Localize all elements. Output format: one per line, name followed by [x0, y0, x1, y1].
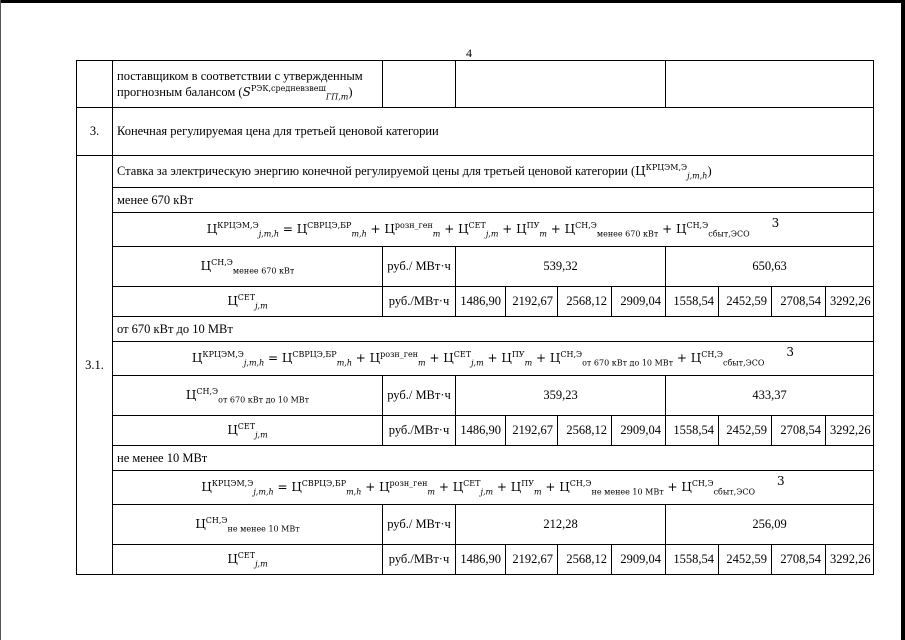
formula-operator: + — [532, 351, 550, 365]
empty-cell — [666, 61, 874, 108]
final-price-symbol: $Ц^{КРЦЭМ,Э}_{j,m,h}$ — [635, 163, 708, 181]
formula-term: $Ц^{ПУ}_m$ — [516, 221, 547, 239]
set-rate-value: 3292,26 — [826, 416, 874, 446]
set-rate-value: 2452,59 — [719, 545, 772, 575]
formula-operator: + — [425, 351, 444, 365]
formula-operator: + — [663, 480, 682, 494]
formula-term: $Ц^{СВРЦЭ,БР}_{m,h}$ — [291, 479, 362, 497]
continuation-text: поставщиком в соответствии с утвержденным прогнозным балансом $(S^{РЭК,средневзвеш}_{ГП,m})$ — [113, 61, 383, 108]
formula-operator: + — [483, 351, 502, 365]
set-rate-value: 1558,54 — [666, 416, 719, 446]
formula-term: $Ц^{СВРЦЭ,БР}_{m,h}$ — [281, 350, 352, 368]
set-rate-value: 2708,54 — [772, 287, 826, 317]
formula-term: $Ц^{СН,Э}_{менее 670 кВт}$ — [564, 221, 659, 239]
formula-term: $Ц^{СН,Э}_{от 670 кВт до 10 МВт}$ — [549, 350, 674, 368]
set-rate-value: 1558,54 — [666, 545, 719, 575]
formula-cell — [113, 471, 874, 505]
sn-rate-symbol — [113, 247, 383, 287]
sn-rate-unit: руб./ МВт·ч — [383, 505, 456, 545]
group-header: не менее 10 МВт — [113, 446, 874, 471]
formula-term: $Ц^{КРЦЭМ,Э}_{j,m,h}$ — [191, 350, 265, 368]
sn-rate-value-2: 256,09 — [666, 505, 874, 545]
group-header: менее 670 кВт — [113, 188, 874, 213]
formula-operator: = — [264, 351, 282, 365]
sn-rate-row — [77, 247, 874, 287]
set-rate-row — [77, 416, 874, 446]
formula-term: $Ц^{розн\_ген}_m$ — [369, 350, 426, 368]
formula-term: $Ц^{розн\_ген}_m$ — [379, 479, 436, 497]
set-rate-value: 2192,67 — [506, 416, 558, 446]
formula-operator: + — [673, 351, 691, 365]
formula-operator: = — [279, 222, 297, 236]
set-rate-value: 3292,26 — [826, 545, 874, 575]
sn-rate-unit: руб./ МВт·ч — [383, 376, 456, 416]
continuation-row — [77, 61, 874, 108]
set-rate-value: 2909,04 — [612, 545, 666, 575]
set-rate-symbol — [113, 416, 383, 446]
sn-rate-symbol — [113, 505, 383, 545]
formula-term: $Ц^{СН,Э}_{не менее 10 МВт}$ — [559, 479, 664, 497]
group-header-row — [77, 317, 874, 342]
formula-row — [77, 213, 874, 247]
balance-symbol: $S^{РЭК,средневзвеш}_{ГП,m}$ — [242, 84, 349, 102]
sn-rate-symbol — [113, 376, 383, 416]
sn-rate-row — [77, 376, 874, 416]
empty-cell — [456, 61, 666, 108]
price-formula — [206, 216, 780, 239]
formula-cell — [113, 213, 874, 247]
formula-term: $Ц^{розн\_ген}_m$ — [384, 221, 441, 239]
formula-cell — [113, 342, 874, 376]
formula-term: $Ц^{СН,Э}_{менее 670 кВт}$ — [200, 258, 295, 276]
set-rate-row — [77, 545, 874, 575]
page-frame-right — [901, 0, 905, 640]
set-rate-value: 1486,90 — [456, 416, 506, 446]
tariff-table — [76, 60, 874, 575]
formula-row — [77, 342, 874, 376]
empty-cell — [383, 61, 456, 108]
set-rate-value: 3292,26 — [826, 287, 874, 317]
set-rate-value: 1486,90 — [456, 287, 506, 317]
formula-marker: 3 — [771, 216, 780, 230]
formula-term: $Ц^{СЕТ}_{j,m}$ — [227, 293, 268, 311]
section-3-row — [77, 108, 874, 156]
set-rate-value: 2568,12 — [558, 545, 612, 575]
set-rate-value: 2909,04 — [612, 416, 666, 446]
sn-rate-value-1: 212,28 — [456, 505, 666, 545]
sn-rate-row — [77, 505, 874, 545]
set-rate-row — [77, 287, 874, 317]
formula-term: $Ц^{СЕТ}_{j,m}$ — [227, 422, 268, 440]
formula-term: $Ц^{СЕТ}_{j,m}$ — [227, 551, 268, 569]
price-formula — [191, 345, 795, 368]
formula-operator: + — [366, 222, 385, 236]
formula-marker: 3 — [777, 474, 785, 488]
formula-operator: + — [546, 222, 565, 236]
sn-rate-value-1: 539,32 — [456, 247, 666, 287]
formula-operator: + — [440, 222, 459, 236]
formula-term: $Ц^{СЕТ}_{j,m}$ — [458, 221, 499, 239]
set-rate-value: 2568,12 — [558, 416, 612, 446]
formula-term: $Ц^{СН,Э}_{сбыт,ЭСО}$ — [675, 221, 750, 239]
formula-term: $Ц^{ПУ}_m$ — [510, 479, 542, 497]
group-header: от 670 кВт до 10 МВт — [113, 317, 874, 342]
formula-operator: + — [361, 480, 380, 494]
set-rate-value: 2568,12 — [558, 287, 612, 317]
sn-rate-value-1: 359,23 — [456, 376, 666, 416]
section-3-title: Конечная регулируемая цена для третьей ценовой категории — [113, 108, 874, 156]
group-header-row — [77, 188, 874, 213]
formula-operator: + — [498, 222, 517, 236]
continuation-label: поставщиком в соответствии с утвержденным прогнозным балансом ( — [117, 69, 363, 99]
set-rate-value: 2192,67 — [506, 287, 558, 317]
formula-operator: = — [273, 480, 292, 494]
sn-rate-value-2: 433,37 — [666, 376, 874, 416]
formula-term: $Ц^{СН,Э}_{сбыт,ЭСО}$ — [690, 350, 765, 368]
formula-operator: + — [493, 480, 511, 494]
set-rate-value: 2192,67 — [506, 545, 558, 575]
section-3-1-title: Ставка за электрическую энергию конечной регулируемой цены для третьей ценовой категории $(Ц^{КРЦЭМ,Э}_{j,m,h})$ — [113, 156, 874, 188]
formula-operator: + — [541, 480, 560, 494]
formula-term: $Ц^{СН,Э}_{от 670 кВт до 10 МВт}$ — [185, 387, 310, 405]
formula-operator: + — [435, 480, 453, 494]
group-header-row — [77, 446, 874, 471]
formula-operator: + — [658, 222, 676, 236]
formula-term: $Ц^{СВРЦЭ,БР}_{m,h}$ — [296, 221, 367, 239]
set-rate-unit: руб./МВт·ч — [383, 287, 456, 317]
section-3-1-row — [77, 156, 874, 188]
num-cell — [77, 61, 113, 108]
set-rate-value: 1558,54 — [666, 287, 719, 317]
set-rate-value: 2452,59 — [719, 287, 772, 317]
formula-term: $Ц^{СН,Э}_{сбыт,ЭСО}$ — [681, 479, 756, 497]
set-rate-value: 1486,90 — [456, 545, 506, 575]
formula-term: $Ц^{СЕТ}_{j,m}$ — [452, 479, 494, 497]
section-3-1-number: 3.1. — [77, 156, 113, 575]
set-rate-unit: руб./МВт·ч — [383, 545, 456, 575]
formula-term: $Ц^{СЕТ}_{j,m}$ — [443, 350, 484, 368]
page-number: 4 — [466, 46, 472, 60]
set-rate-value: 2708,54 — [772, 416, 826, 446]
price-formula — [201, 474, 785, 497]
formula-operator: + — [351, 351, 370, 365]
set-rate-value: 2909,04 — [612, 287, 666, 317]
page-frame-left — [0, 0, 1, 640]
formula-term: $Ц^{ПУ}_m$ — [501, 350, 533, 368]
set-rate-value: 2708,54 — [772, 545, 826, 575]
formula-term: $Ц^{КРЦЭМ,Э}_{j,m,h}$ — [206, 221, 279, 239]
sn-rate-value-2: 650,63 — [666, 247, 874, 287]
formula-term: $Ц^{СН,Э}_{не менее 10 МВт}$ — [195, 516, 300, 534]
formula-row — [77, 471, 874, 505]
set-rate-value: 2452,59 — [719, 416, 772, 446]
section-3-number: 3. — [77, 108, 113, 156]
set-rate-unit: руб./МВт·ч — [383, 416, 456, 446]
formula-term: $Ц^{КРЦЭМ,Э}_{j,m,h}$ — [201, 479, 274, 497]
set-rate-symbol — [113, 545, 383, 575]
set-rate-symbol — [113, 287, 383, 317]
page-frame-top — [0, 0, 905, 3]
formula-marker: 3 — [786, 345, 795, 359]
sn-rate-unit: руб./ МВт·ч — [383, 247, 456, 287]
